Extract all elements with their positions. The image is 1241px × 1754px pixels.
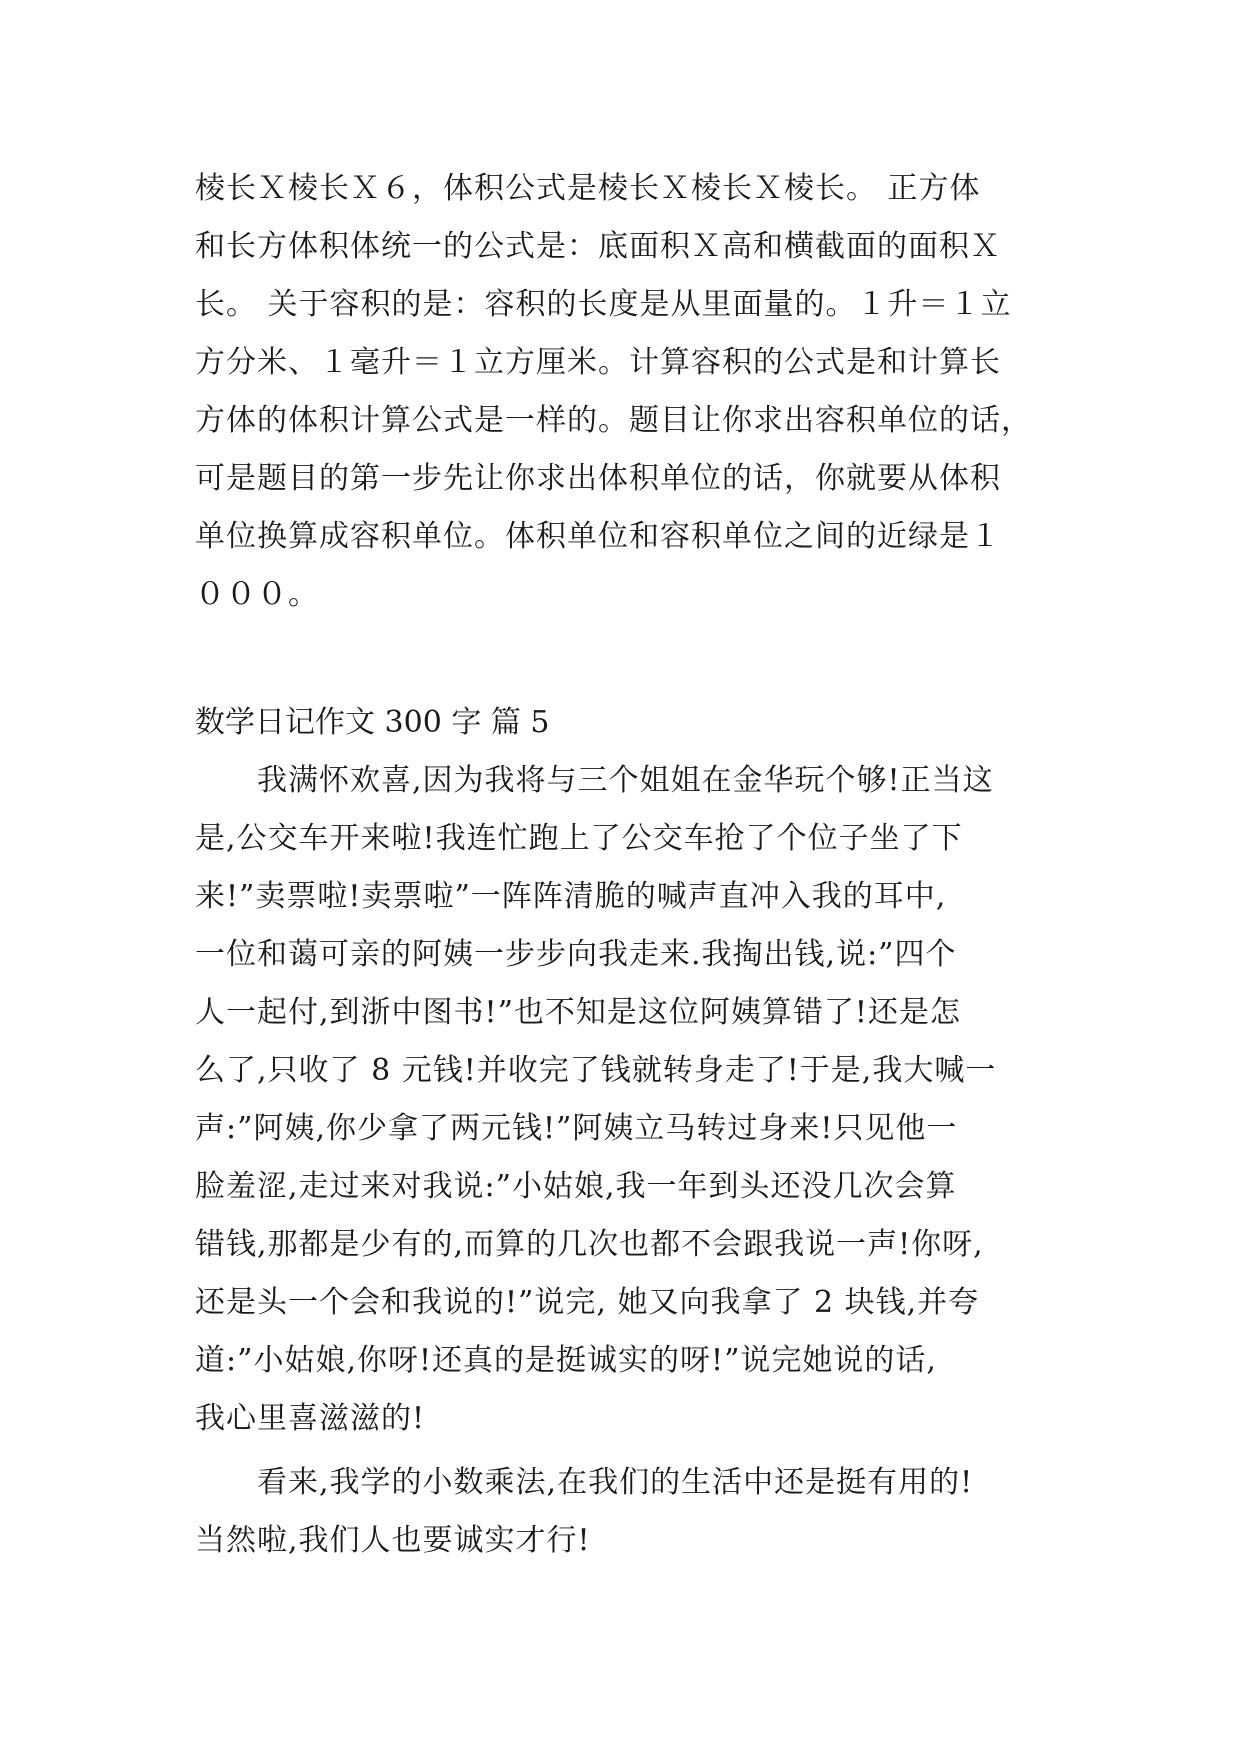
text-line: 还是头一个会和我说的!”说完, 她又向我拿了 2 块钱,并夸 bbox=[195, 1285, 980, 1320]
text-line: 我满怀欢喜,因为我将与三个姐姐在金华玩个够!正当这 bbox=[195, 763, 994, 798]
text-line: 和长方体积体统一的公式是：底面积Ｘ高和横截面的面积Ｘ bbox=[195, 229, 1001, 264]
text-line: 来!”卖票啦!卖票啦”一阵阵清脆的喊声直冲入我的耳中, bbox=[195, 879, 947, 914]
text-line: 错钱,那都是少有的,而算的几次也都不会跟我说一声!你呀, bbox=[195, 1227, 984, 1262]
text-line: 方分米、１毫升＝１立方厘米。计算容积的公式是和计算长 bbox=[195, 345, 1001, 380]
section-volume-formulas bbox=[195, 160, 1055, 624]
section-title: 数学日记作文 300 字 篇 5 bbox=[195, 705, 550, 740]
text-line: 是,公交车开来啦!我连忙跑上了公交车抢了个位子坐了下 bbox=[195, 821, 963, 856]
text-line: 单位换算成容积单位。体积单位和容积单位之间的近绿是１ bbox=[195, 519, 1001, 554]
text-line: 可是题目的第一步先让你求出体积单位的话，你就要从体积 bbox=[195, 461, 1001, 496]
text-line: 棱长Ｘ棱长Ｘ６，体积公式是棱长Ｘ棱长Ｘ棱长。 正方体 bbox=[195, 171, 981, 206]
text-line: 么了,只收了 8 元钱!并收完了钱就转身走了!于是,我大喊一 bbox=[195, 1053, 997, 1088]
text-line: 一位和蔼可亲的阿姨一步步向我走来.我掏出钱,说:”四个 bbox=[195, 937, 957, 972]
text-line: 脸羞涩,走过来对我说:”小姑娘,我一年到头还没几次会算 bbox=[195, 1169, 957, 1204]
paragraph-conclusion bbox=[195, 1454, 1055, 1570]
text-line: 声:”阿姨,你少拿了两元钱!”阿姨立马转过身来!只见他一 bbox=[195, 1111, 958, 1146]
text-line: 方体的体积计算公式是一样的。题目让你求出容积单位的话， bbox=[195, 403, 1032, 438]
paragraph-story bbox=[195, 752, 1055, 1448]
text-line: ０００。 bbox=[195, 577, 319, 612]
text-line: 人一起付,到浙中图书!”也不知是这位阿姨算错了!还是怎 bbox=[195, 995, 961, 1030]
text-line: 道:”小姑娘,你呀!还真的是挺诚实的呀!”说完她说的话, bbox=[195, 1343, 937, 1378]
text-line: 当然啦,我们人也要诚实才行! bbox=[195, 1523, 591, 1558]
text-line: 我心里喜滋滋的! bbox=[195, 1401, 426, 1436]
text-line: 看来,我学的小数乘法,在我们的生活中还是挺有用的! bbox=[195, 1465, 974, 1500]
text-line: 长。 关于容积的是：容积的长度是从里面量的。１升＝１立 bbox=[195, 287, 1012, 322]
document-body bbox=[195, 160, 1055, 1570]
